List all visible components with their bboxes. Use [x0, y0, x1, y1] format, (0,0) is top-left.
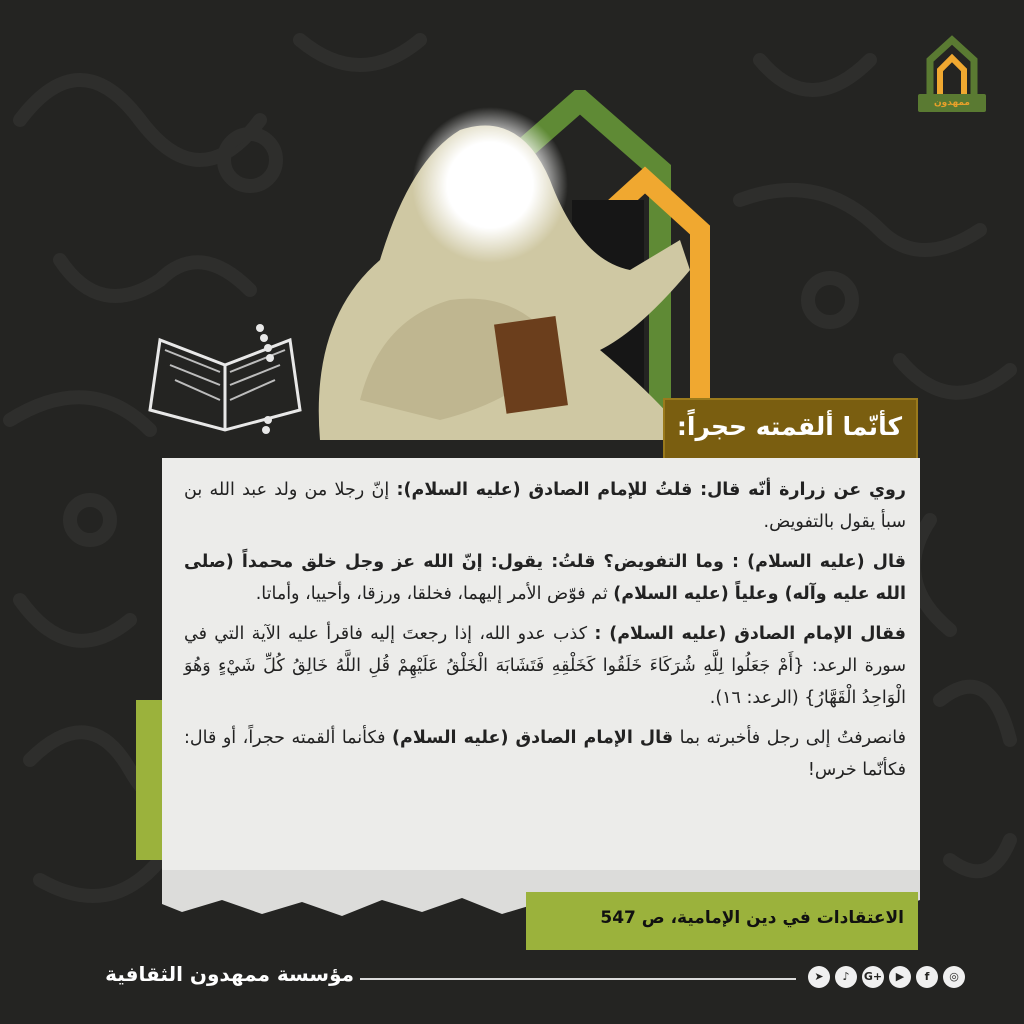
hadith-text [184, 474, 906, 794]
paragraph-2 [184, 546, 906, 610]
paragraph-3 [184, 618, 906, 714]
paragraph-4-bold: قال الإمام الصادق (عليه السلام) [392, 728, 674, 748]
footer-org-name: مؤسسة ممهدون الثقافية [105, 962, 354, 986]
telegram-icon[interactable]: ➤ [808, 966, 830, 988]
title-banner [663, 398, 918, 462]
paragraph-3-rest: كذب عدو الله، إذا رجعتَ إليه فاقرأ عليه الآية التي في سورة الرعد: {أَمْ جَعَلُوا لِلَّهِ شُرَكَاءَ خَلَقُوا كَخَلْقِهِ فَتَشَابَهَ الْخَلْقُ عَلَيْهِمْ قُلِ اللَّهُ خَالِقُ كُلِّ شَيْءٍ وَهُوَ الْوَاحِدُ الْقَهَّارُ} (الرعد: ١٦). [184, 624, 906, 708]
paragraph-3-bold: فقال الإمام الصادق (عليه السلام) : [594, 624, 906, 644]
social-icons [808, 966, 983, 992]
page-title: كأنّما ألقمته حجراً: [676, 412, 902, 441]
footer-divider [360, 978, 796, 980]
facebook-icon[interactable]: f [916, 966, 938, 988]
tiktok-icon[interactable]: ♪ [835, 966, 857, 988]
instagram-icon[interactable]: ◎ [943, 966, 965, 988]
paragraph-2-rest: ثم فوّض الأمر إليهما، فخلقا، ورزقا، وأحييا، وأماتا. [255, 584, 614, 604]
paragraph-1-rest: إنّ رجلا من ولد عبد الله بن سبأ يقول بالتفويض. [184, 480, 906, 532]
paragraph-4-start: فانصرفتُ إلى رجل فأخبرته بما [673, 728, 906, 748]
seated-figure-illustration [300, 100, 690, 440]
paragraph-2-bold: قال (عليه السلام) : وما التفويض؟ قلتُ: يقول: إنّ الله عز وجل خلق محمداً (صلى الله عليه وآله) وعلياً (عليه السلام) [184, 552, 906, 604]
logo-text: ممهدون [918, 94, 986, 112]
paragraph-4-rest: فكأنما ألقمته حجراً، أو قال: فكأنّما خرس! [184, 728, 906, 780]
youtube-icon[interactable]: ▶ [889, 966, 911, 988]
source-citation: الاعتقادات في دين الإمامية، ص 547 [600, 908, 904, 928]
paragraph-1-bold: روي عن زرارة أنّه قال: قلتُ للإمام الصادق (عليه السلام): [396, 480, 906, 500]
source-banner [526, 892, 918, 950]
paragraph-4 [184, 722, 906, 786]
paragraph-1 [184, 474, 906, 538]
open-book-illustration [140, 320, 310, 440]
google-plus-icon[interactable]: G+ [862, 966, 884, 988]
